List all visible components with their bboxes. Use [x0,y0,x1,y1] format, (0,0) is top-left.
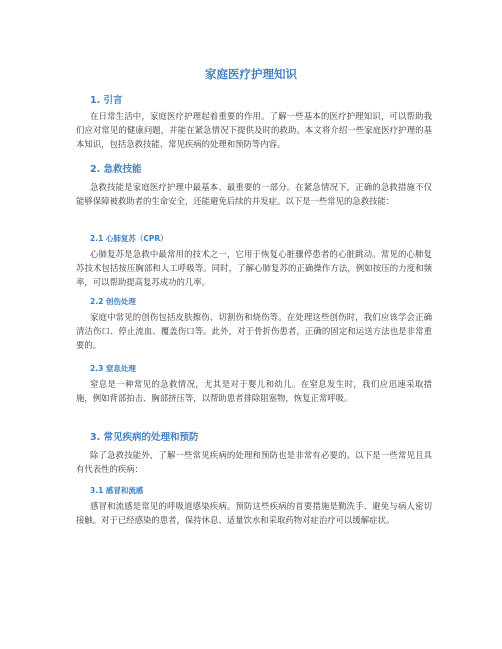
subsection-heading-cpr: 2.1 心肺复苏（CPR） [90,234,168,243]
subsection-body-cold-flu: 感冒和流感是常见的呼吸道感染疾病。预防这些疾病的首要措施是勤洗手、避免与病人密切接触。对于已经感染的患者，保持休息、适量饮水和采取药物对症治疗可以缓解症状。 [76,501,432,525]
section-body-introduction: 在日常生活中，家庭医疗护理起着重要的作用。了解一些基本的医疗护理知识，可以帮助我们应对常见的健康问题，并能在紧急情况下提供及时的救助。本文将介绍一些家庭医疗护理的基本知识，包括急救技能、常见疾病的处理和预防等内容。 [76,111,432,149]
subsection-heading-cold-flu: 3.1 感冒和流感 [90,486,144,495]
section-body-common-diseases: 除了急救技能外，了解一些常见疾病的处理和预防也是非常有必要的。以下是一些常见且具有代表性的疾病： [76,450,432,474]
subsection-heading-trauma: 2.2 创伤处理 [90,297,136,306]
document-title: 家庭医疗护理知识 [205,67,297,81]
subsection-body-cpr: 心肺复苏是急救中最常用的技术之一，它用于恢复心脏骤停患者的心脏跳动。常见的心肺复苏技术包括按压胸部和人工呼吸等。同时，了解心肺复苏的正确操作方法，例如按压的力度和频率，可以帮助提高复苏成功的几率。 [76,249,432,287]
subsection-body-trauma: 家庭中常见的创伤包括皮肤擦伤、切割伤和烧伤等。在处理这些创伤时，我们应该学会正确清洁伤口、停止流血、覆盖伤口等。此外，对于骨折伤患者，正确的固定和运送方法也是非常重要的。 [76,312,432,350]
subsection-body-choking: 窒息是一种常见的急救情况，尤其是对于婴儿和幼儿。在窒息发生时，我们应迅速采取措施，例如背部拍击、胸部挤压等，以帮助患者排除阻塞物，恢复正常呼吸。 [76,379,432,403]
subsection-heading-choking: 2.3 窒息处理 [90,364,136,373]
section-heading-common-diseases: 3. 常见疾病的处理和预防 [90,432,199,443]
section-heading-introduction: 1. 引言 [90,95,123,106]
section-heading-first-aid: 2. 急救技能 [90,164,142,175]
section-body-first-aid: 急救技能是家庭医疗护理中最基本、最重要的一部分。在紧急情况下，正确的急救措施不仅能够保障被救助者的生命安全，还能避免后续的并发症。以下是一些常见的急救技能： [76,182,432,206]
